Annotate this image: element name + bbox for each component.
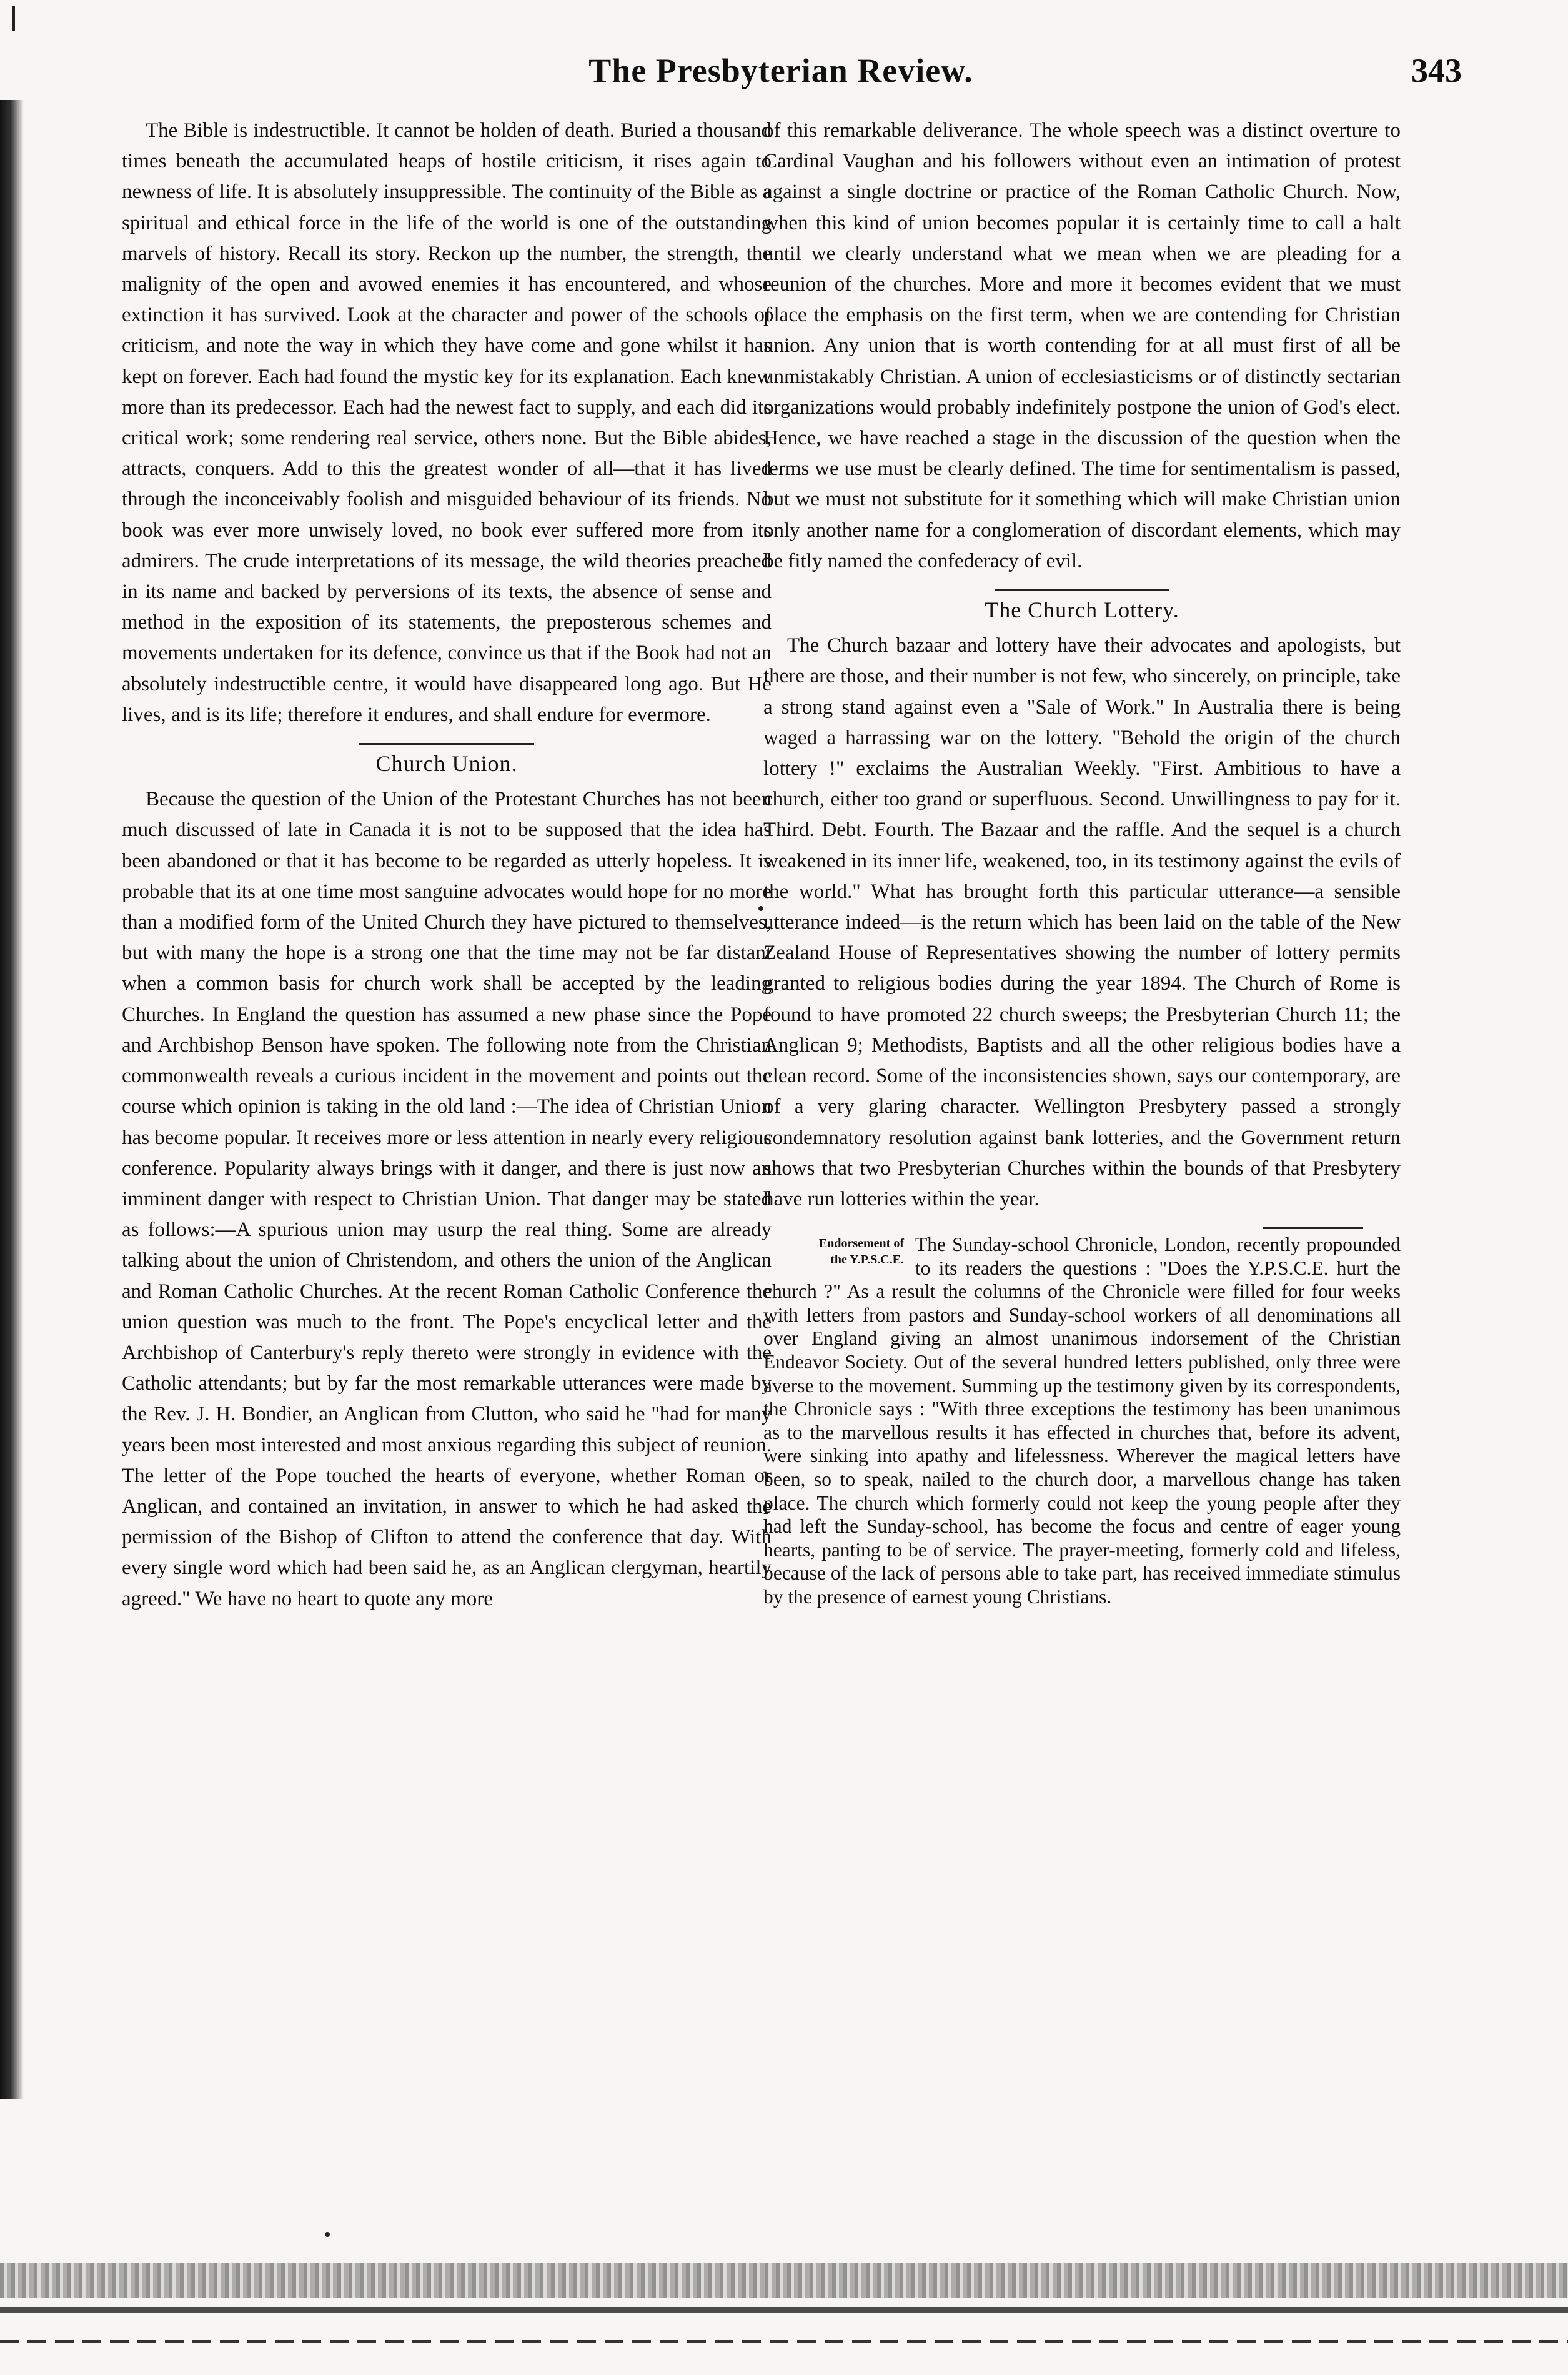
right-column <box>763 116 1401 1609</box>
article-ypsce-block <box>763 1233 1401 1609</box>
side-note-endorsement <box>763 1235 904 1268</box>
article-church-union-continued: of this remarkable deliverance. The whole speech was a distinct overture to Cardinal Vaughan and his followers without even an intimation of protest against a single doctrine or practice of the Roman Catholic Church. Now, when this kind of union becomes popular it is certainly time to call a halt until we clearly understand what we mean when we are pleading for a reunion of the churches. More and more it becomes evident that we must place the emphasis on the first term, when we are contending for Christian union. Any union that is worth contending for at all must first of all be unmistakably Christian. A union of ecclesiasticisms or of distinctly sectarian organizations would probably indefinitely postpone the union of God's elect. Hence, we have reached a stage in the discussion of the question when the terms we use must be clearly defined. The time for sentimentalism is passed, but we must not substitute for it something which will make Christian union only another name for a conglomeration of discordant elements, which may be fitly named the confederacy of evil. <box>763 119 1401 572</box>
stray-ink-dot <box>325 2232 330 2237</box>
side-note-line: Endorsement of <box>818 1237 904 1251</box>
corner-mark <box>12 6 15 31</box>
article-ypsce: The Sunday-school Chronicle, London, recently propounded to its readers the questions : "Does the Y.P.S.C.E. hurt the church ?" As a result the columns of the Chronicle were filled for four weeks with letters from pastors and Sunday-school workers of all denominations all over England giving an almost unanimous indorsement of the Christian Endeavor Society. Out of the several hundred letters published, only three were averse to the movement. Summing up the testimony given by its correspondents, the Chronicle says : "With three exceptions the testimony has been unanimous as to the marvellous results it has effected in churches that, before its advent, were sinking into apathy and lifelessness. Wherever the magical letters have been, so to speak, nailed to the church door, a marvellous change has taken place. The church which formerly could not keep the young people after they had left the Sunday-school, has become the focus and centre of eager young hearts, panting to be of service. The prayer-meeting, formerly cold and lifeless, because of the lack of persons able to take part, has received immediate stimulus by the presence of earnest young Christians. <box>763 1233 1401 1608</box>
scan-artifact-dashes <box>0 2340 1568 2343</box>
article-church-lottery: The Church bazaar and lottery have their advocates and apologists, but there are those, and their number is not few, who sincerely, on principle, take a strong stand against even a "Sale of Work." In Australia there is being waged a harrassing war on the lottery. "Behold the origin of the church lottery !" exclaims the Australian Weekly. "First. Ambitious to have a church, either too grand or superfluous. Second. Unwillingness to pay for it. Third. Debt. Fourth. The Bazaar and the raffle. And the sequel is a church weakened in its inner life, weakened, too, in its testimony against the evils of the world." What has brought forth this particular utterance—a sensible utterance indeed—is the return which has been laid on the table of the New Zealand House of Representatives showing the number of lottery permits granted to religious bodies during the year 1894. The Church of Rome is found to have promoted 22 church sweeps; the Presbyterian Church 11; the Anglican 9; Methodists, Baptists and all the other religious bodies have a clean record. Some of the inconsistencies shown, says our contemporary, are of a very glaring character. Wellington Presbytery passed a strongly condemnatory resolution against bank lotteries, and the Government return shows that two Presbyterian Churches within the bounds of that Presbytery have run lotteries within the year. <box>763 634 1401 1210</box>
stray-ink-dot <box>758 906 763 911</box>
heading-church-lottery: The Church Lottery. <box>985 597 1179 623</box>
side-note-line: the Y.P.S.C.E. <box>830 1253 904 1267</box>
section-divider <box>359 743 534 745</box>
page-number: 343 <box>1411 52 1462 89</box>
article-church-union: Because the question of the Union of the Protestant Churches has not been much discussed of late in Canada it is not to be supposed that the idea has been abandoned or that it has become to be regarded as utterly hopeless. It is probable that its at one time most sanguine advocates would hope for no more than a modified form of the United Church they have pictured to themselves, but with many the hope is a strong one that the time may not be far distant when a common basis for church work shall be accepted by the leading Churches. In England the question has assumed a new phase since the Pope and Archbishop Benson have spoken. The following note from the Christian commonwealth reveals a curious incident in the movement and points out the course which opinion is taking in the old land :—The idea of Christian Union has become popular. It receives more or less attention in nearly every religious conference. Popularity always brings with it danger, and there is just now an imminent danger with respect to Christian Union. That danger may be stated as follows:—A spurious union may usurp the real thing. Some are already talking about the union of Christendom, and others the union of the Anglican and Roman Catholic Churches. At the recent Roman Catholic Conference the union question was much to the front. The Pope's encyclical letter and the Archbishop of Canterbury's reply thereto were strongly in evidence with the Catholic attendants; but by far the most remarkable utterances were made by the Rev. J. H. Bondier, an Anglican from Clutton, who said he "had for many years been most interested and most anxious regarding this subject of reunion. The letter of the Pope touched the hearts of everyone, whether Roman or Anglican, and contained an invitation, in answer to which he had asked the permission of the Bishop of Clifton to attend the conference that day. With every single word which had been said he, as an Anglican clergyman, heartily agreed." We have no heart to quote any more <box>122 788 772 1610</box>
page-header <box>100 51 1462 95</box>
heading-church-union: Church Union. <box>375 751 518 777</box>
scan-artifact-band <box>0 2263 1568 2298</box>
running-title: The Presbyterian Review. <box>588 52 973 89</box>
article-bible-indestructible: The Bible is indestructible. It cannot be holden of death. Buried a thousand times beneath the accumulated heaps of hostile criticism, it rises again to newness of life. It is absolutely insuppressible. The continuity of the Bible as a spiritual and ethical force in the life of the world is one of the outstanding marvels of history. Recall its story. Reckon up the number, the strength, the malignity of the open and avowed enemies it has encountered, and whose extinction it has survived. Look at the character and power of the schools of criticism, and note the way in which they have come and gone whilst it has kept on forever. Each had found the mystic key for its explanation. Each knew more than its predecessor. Each had the newest fact to supply, and each did its critical work; some rendering real service, others none. But the Bible abides, attracts, conquers. Add to this the greatest wonder of all—that it has lived through the inconceivably foolish and misguided behaviour of its friends. No book was ever more unwisely loved, no book ever suffered more from its admirers. The crude interpretations of its message, the wild theories preached in its name and backed by perversions of its texts, the absence of sense and method in the exposition of its statements, the preposterous schemes and movements undertaken for its defence, convince us that if the Book had not an absolutely indestructible centre, it would have disappeared long ago. But He lives, and is its life; therefore it endures, and shall endure for evermore. <box>122 119 772 726</box>
binding-edge-shadow <box>0 100 24 2099</box>
left-column <box>122 116 772 1615</box>
section-divider <box>1263 1227 1363 1229</box>
scan-artifact-rule <box>0 2307 1568 2313</box>
section-divider <box>995 589 1169 591</box>
